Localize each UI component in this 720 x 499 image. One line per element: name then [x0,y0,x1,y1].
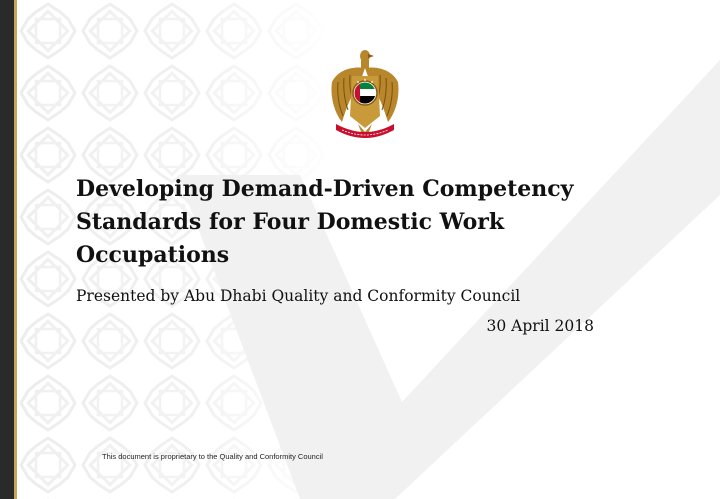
presentation-date: 30 April 2018 [486,317,594,335]
proprietary-footer-note: This document is proprietary to the Quality and Conformity Council [102,452,323,461]
slide-title: Developing Demand-Driven Competency Standards for Four Domestic Work Occupations [76,176,574,268]
presenter-line: Presented by Abu Dhabi Quality and Conformity Council [76,287,521,305]
uae-falcon-emblem-icon [328,48,402,140]
